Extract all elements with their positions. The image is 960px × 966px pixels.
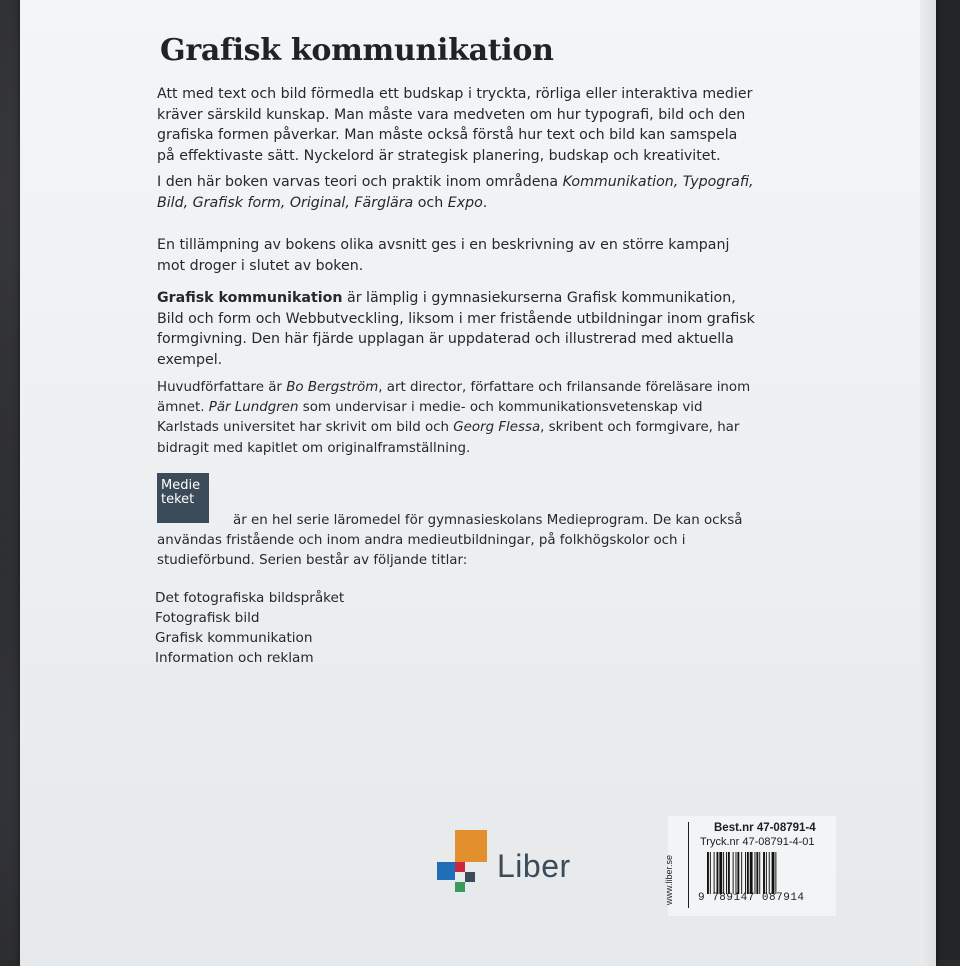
barcode-bar <box>769 852 770 894</box>
authors-text-b: , art director, författare och frilansande föreläsare inom ämnet. <box>157 380 751 416</box>
barcode-bar <box>750 852 753 894</box>
barcode-bar <box>728 852 730 894</box>
author-second: Pär Lundgren <box>208 400 299 416</box>
barcode-bar <box>772 852 775 894</box>
barcode-bar <box>717 852 719 894</box>
list-item: Det fotografiska bildspråket <box>155 590 345 606</box>
areas-intro: I den här boken varvas teori och praktik inom områdena <box>157 174 559 190</box>
logo-square-navy <box>465 872 475 882</box>
authors-text-a: Huvudförfattare är <box>157 380 282 395</box>
area-bild: Bild, <box>157 194 189 211</box>
area-farglara: Färglära <box>354 194 414 211</box>
courses-book-name: Grafisk kommunikation <box>157 290 343 306</box>
liber-logo <box>415 830 575 900</box>
logo-square-orange <box>455 830 487 862</box>
logo-square-green <box>455 882 465 892</box>
intro-paragraph: Att med text och bild förmedla ett budskap i tryckta, rörliga eller interaktiva medier kräver särskild kunskap. Man måste vara medveten om hur typografi, bild och den grafiska formen påverkar. Man måste också förstå hur text och bild kan samspela på effektivaste sätt. Nyckelord är strategisk planering, budskap och kreativitet. <box>157 86 753 164</box>
author-main: Bo Bergström <box>286 380 379 395</box>
authors-text-c: som undervisar i medie- och kommunikationsvetenskap vid Karlstads universitet har skrivit om bild och <box>157 400 703 436</box>
logo-square-red <box>455 862 465 872</box>
authors-paragraph <box>157 378 767 459</box>
barcode <box>707 852 823 894</box>
courses-paragraph <box>157 288 757 370</box>
list-item: Information och reklam <box>155 650 314 666</box>
barcode-divider <box>688 822 689 908</box>
book-title: Grafisk kommunikation <box>160 33 554 68</box>
area-kommunikation: Kommunikation, <box>562 174 679 190</box>
barcode-bar <box>714 852 715 894</box>
courses-text: är lämplig i gymnasiekurserna Grafisk kommunikation, Bild och form och Webbutveckling, liksom i mer fristående utbildningar inom grafisk formgivning. Den här fjärde upplagan är uppdaterad och illustrerad med aktuella exempel. <box>157 290 755 368</box>
campaign-paragraph: En tillämpning av bokens olika avsnitt ges i en beskrivning av en större kampanj mot droger i slutet av boken. <box>157 237 730 274</box>
logo-square-blue <box>437 862 455 880</box>
area-expo: Expo <box>447 194 483 211</box>
print-number: Tryck.nr 47-08791-4-01 <box>700 836 815 848</box>
barcode-bar <box>737 852 739 894</box>
areas-end: . <box>482 194 488 211</box>
cover-edge <box>920 0 936 966</box>
best-number: Best.nr 47-08791-4 <box>714 822 816 834</box>
medieteket-logo-line1: Medie <box>161 478 201 493</box>
publisher-name: Liber <box>497 848 571 884</box>
barcode-bar <box>766 852 767 894</box>
publisher-url: www.liber.se <box>664 854 674 905</box>
areas-and: och <box>417 194 444 211</box>
area-original: Original, <box>289 194 350 211</box>
list-item: Fotografisk bild <box>155 610 260 626</box>
barcode-bar <box>775 852 776 894</box>
area-typografi: Typografi, <box>682 174 754 190</box>
barcode-bar <box>710 852 711 894</box>
area-grafisk-form: Grafisk form, <box>192 194 286 211</box>
isbn-digits: 9 789147 087914 <box>698 892 805 904</box>
barcode-bar <box>723 852 724 894</box>
barcode-bar <box>736 852 737 894</box>
barcode-bar <box>707 852 709 894</box>
barcode-bar <box>726 852 727 894</box>
authors-text-d: , skribent och formgivare, har bidragit med kapitlet om originalframställning. <box>157 420 740 456</box>
series-paragraph: är en hel serie läromedel för gymnasieskolans Medieprogram. De kan också användas fristående och inom andra medieutbildningar, på folkhögskolor och i studieförbund. Serien består av följande titlar: <box>157 513 743 569</box>
barcode-bar <box>733 852 734 894</box>
barcode-bar <box>756 852 758 894</box>
barcode-bar <box>741 852 742 894</box>
list-item: Grafisk kommunikation <box>155 630 313 646</box>
barcode-bar <box>759 852 760 894</box>
barcode-bar <box>755 852 756 894</box>
series-titles-list <box>155 588 344 668</box>
medieteket-logo-line2: teket <box>161 492 195 507</box>
barcode-bar <box>763 852 765 894</box>
areas-paragraph <box>157 172 757 213</box>
author-third: Georg Flessa <box>453 420 541 436</box>
barcode-bar <box>745 852 746 894</box>
barcode-bar <box>719 852 722 894</box>
barcode-bar <box>747 852 749 894</box>
